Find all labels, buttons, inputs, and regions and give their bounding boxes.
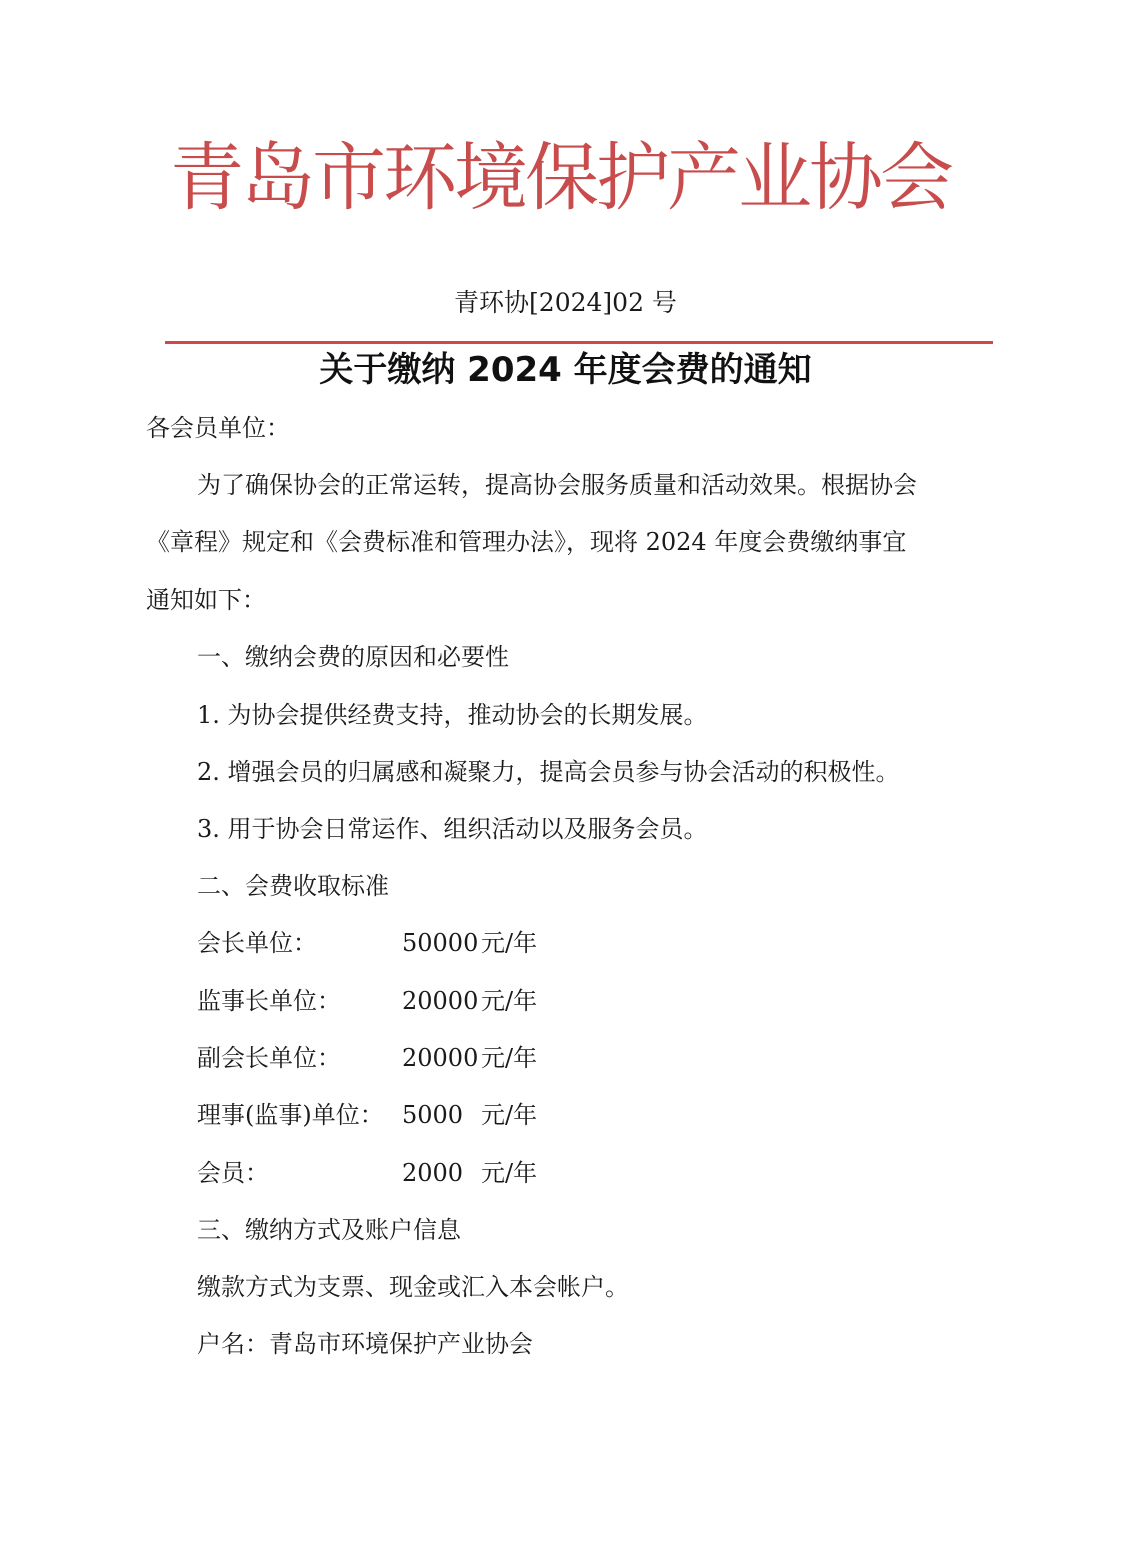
- fee-unit: 元/年: [481, 1159, 538, 1187]
- fee-amount: 20000: [402, 987, 479, 1015]
- fee-unit: 元/年: [481, 987, 538, 1015]
- intro-line-2: 《章程》规定和《会费标准和管理办法》，现将 2024 年度会费缴纳事宜: [146, 528, 907, 556]
- fee-label: 副会长单位：: [197, 1044, 341, 1072]
- fee-amount: 2000: [402, 1159, 464, 1187]
- fee-unit: 元/年: [481, 929, 538, 957]
- fee-label: 监事长单位：: [197, 987, 341, 1015]
- intro-line-1: 为了确保协会的正常运转，提高协会服务质量和活动效果。根据协会: [197, 471, 917, 499]
- salutation: 各会员单位：: [146, 414, 290, 442]
- intro-line-3: 通知如下：: [146, 586, 266, 614]
- fee-label: 会长单位：: [197, 929, 317, 957]
- section1-item: 2. 增强会员的归属感和凝聚力，提高会员参与协会活动的积极性。: [197, 758, 900, 786]
- section1-item: 1. 为协会提供经费支持，推动协会的长期发展。: [197, 701, 708, 729]
- fee-amount: 5000: [402, 1101, 464, 1129]
- section1-item: 3. 用于协会日常运作、组织活动以及服务会员。: [197, 815, 708, 843]
- section2-heading: 二、会费收取标准: [197, 872, 389, 900]
- section1-heading: 一、缴纳会费的原因和必要性: [197, 643, 509, 671]
- fee-label: 理事(监事)单位：: [197, 1101, 384, 1129]
- section3-heading: 三、缴纳方式及账户信息: [197, 1216, 461, 1244]
- notice-title: 关于缴纳 2024 年度会费的通知: [319, 350, 812, 390]
- fee-amount: 50000: [402, 929, 479, 957]
- fee-label: 会员：: [197, 1159, 269, 1187]
- fee-amount: 20000: [402, 1044, 479, 1072]
- fee-unit: 元/年: [481, 1101, 538, 1129]
- letterhead-org-name: 青岛市环境保护产业协会: [170, 135, 951, 221]
- account-name: 户名：青岛市环境保护产业协会: [197, 1330, 533, 1358]
- fee-unit: 元/年: [481, 1044, 538, 1072]
- payment-methods: 缴款方式为支票、现金或汇入本会帐户。: [197, 1273, 629, 1301]
- document-number: 青环协[2024]02 号: [454, 288, 677, 317]
